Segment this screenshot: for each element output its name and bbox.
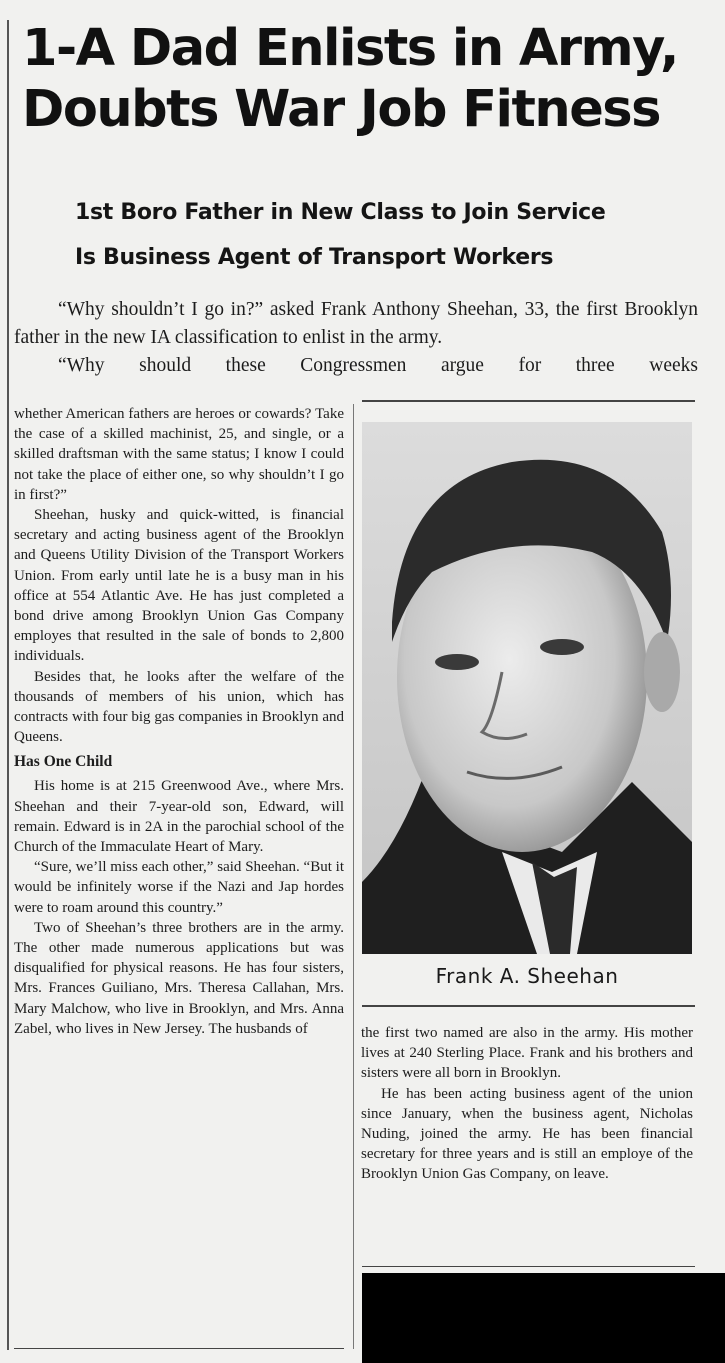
left-paragraph-1: whether American fathers are heroes or cowards? Take the case of a skilled machinist, 25, and single, or a skilled draftsman with the same status; I know I could not take the place of either one, so why shouldn’t I go in first?”: [14, 406, 344, 503]
portrait-image: [362, 422, 692, 954]
left-paragraph-2: Sheehan, husky and quick-witted, is financial secretary and acting business agent of the Brooklyn and Queens Utility Division of the Transport Workers Union. From early until late he is a busy man in his office at 554 Atlantic Ave. He has just completed a bond drive among Brooklyn Union Gas Company employes that resulted in the sale of bonds to 2,800 individuals.: [14, 507, 344, 665]
headline-line-2: Doubts War Job Fitness: [22, 80, 661, 139]
left-paragraph-3: Besides that, he looks after the welfare of the thousands of members of his union, which has contracts with four big gas companies in Brooklyn and Queens.: [14, 668, 344, 746]
article-right-column: [361, 1023, 693, 1185]
left-paragraph-5: “Sure, we’ll miss each other,” said Sheehan. “But it would be infinitely worse if the Nazi and Jap hordes were to roam around this country.”: [14, 859, 344, 916]
left-paragraph-6: Two of Sheehan’s three brothers are in the army. The other made numerous applications but was disqualified for physical reasons. He has four sisters, Mrs. Frances Guiliano, Mrs. Theresa Callahan, Mrs. Mary Malchow, who live in Brooklyn, and Mrs. Anna Zabel, who lives in New Jersey. The husbands of: [14, 919, 344, 1037]
lead-paragraph-2: “Why should these Congressmen argue for three weeks: [58, 355, 698, 376]
left-column-rule: [7, 20, 9, 1350]
photo-top-rule: [362, 400, 695, 402]
subheadline-line-2: Is Business Agent of Transport Workers: [75, 245, 554, 270]
subheadline: [75, 190, 715, 280]
scan-black-region: [362, 1273, 725, 1363]
right-column-bottom-rule: [362, 1266, 695, 1267]
lead-paragraphs: [14, 296, 698, 380]
left-column-bottom-rule: [14, 1348, 344, 1349]
left-paragraph-4: His home is at 215 Greenwood Ave., where Mrs. Sheehan and their 7-year-old son, Edward, will remain. Edward is in 2A in the parochial school of the Church of the Immaculate Heart of Mary.: [14, 778, 344, 856]
headline: [22, 18, 712, 140]
headline-line-1: 1-A Dad Enlists in Army,: [22, 19, 678, 78]
right-paragraph-1: the first two named are also in the army. His mother lives at 240 Sterling Place. Frank and his brothers and sisters were all born in Brooklyn.: [361, 1025, 693, 1082]
portrait-photo: [362, 422, 692, 954]
section-heading: Has One Child: [14, 753, 113, 771]
subheadline-line-1: 1st Boro Father in New Class to Join Service: [75, 200, 606, 225]
lead-paragraph-1: “Why shouldn’t I go in?” asked Frank Anthony Sheehan, 33, the first Brooklyn father in the new IA classification to enlist in the army.: [14, 299, 698, 348]
photo-caption: Frank A. Sheehan: [435, 964, 619, 988]
caption-bottom-rule: [362, 1005, 695, 1007]
article-left-column: [14, 404, 344, 1039]
column-divider: [353, 404, 354, 1349]
right-paragraph-2: He has been acting business agent of the union since January, when the business agent, Nicholas Nuding, joined the army. He has been financial secretary for three years and is still an employe of the Brooklyn Union Gas Company, on leave.: [361, 1085, 693, 1183]
